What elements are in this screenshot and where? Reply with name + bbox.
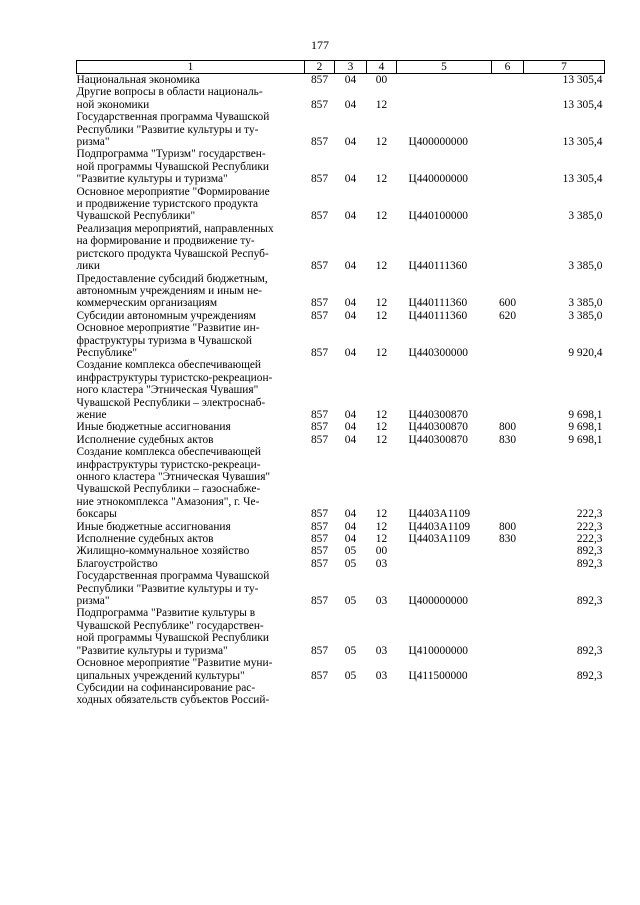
amount [524, 682, 605, 707]
target-article-code: Ц4403A1109 [408, 508, 471, 521]
row-name-line: Основное мероприятие "Развитие ин- [76, 322, 260, 335]
table-row [77, 148, 605, 185]
subsection-code: 12 [375, 408, 388, 421]
expense-type-code [492, 570, 524, 607]
amount: 9 920,4 [568, 346, 603, 359]
section-code: 05 [344, 545, 357, 558]
expense-type-code: 620 [498, 309, 517, 322]
row-name-line: инфраструктуры туристско-рекреаци- [76, 458, 261, 471]
amount: 3 385,0 [568, 210, 603, 223]
expense-type-code [492, 657, 524, 682]
row-name-line: боксары [76, 508, 117, 521]
ministry-code: 857 [310, 136, 329, 149]
row-name [77, 558, 305, 570]
row-name [77, 421, 305, 433]
amount: 13 305,4 [562, 173, 603, 186]
section-code: 04 [344, 421, 357, 434]
row-name-line: Чувашской Республике" государствен- [76, 619, 264, 632]
table-row [77, 322, 605, 359]
expense-type-code [492, 446, 524, 520]
section-code: 04 [344, 533, 357, 546]
subsection-code: 12 [375, 533, 388, 546]
target-article-code: Ц440111360 [408, 297, 468, 310]
ministry-code: 857 [310, 421, 329, 434]
amount: 222,3 [576, 533, 603, 546]
table-row [77, 607, 605, 657]
target-article-code [397, 682, 492, 707]
row-name [77, 434, 305, 446]
row-name-line: Другие вопросы в области националь- [76, 86, 263, 99]
target-article-code [397, 86, 492, 111]
target-article-code: Ц440300000 [408, 346, 468, 359]
row-name-line: "Развитие культуры и туризма" [76, 644, 228, 657]
row-name [77, 359, 305, 421]
table-row [77, 657, 605, 682]
row-name-line: Республики "Развитие культуры и ту- [76, 123, 259, 136]
target-article-code: Ц400000000 [408, 595, 468, 608]
expense-type-code [492, 223, 524, 273]
ministry-code: 857 [310, 557, 329, 570]
amount: 222,3 [576, 508, 603, 521]
ministry-code: 857 [310, 545, 329, 558]
target-article-code: Ц4403A1109 [408, 533, 471, 546]
row-name [77, 521, 305, 533]
section-code: 05 [344, 644, 357, 657]
subsection-code: 00 [375, 74, 388, 86]
row-name-line: онного кластера "Этническая Чувашия" [76, 471, 271, 483]
subsection-code: 12 [375, 309, 388, 322]
subsection-code: 12 [375, 421, 388, 434]
expense-type-code: 830 [498, 533, 517, 546]
row-name-line: ние этнокомплекса "Амазония", г. Че- [76, 495, 260, 508]
section-code: 05 [344, 669, 357, 682]
subsection-code: 12 [375, 173, 388, 186]
row-name [77, 682, 305, 707]
table-row [77, 570, 605, 607]
row-name-line: "Развитие культуры и туризма" [76, 173, 228, 186]
budget-table [76, 60, 605, 707]
section-code: 04 [344, 173, 357, 186]
expense-type-code [492, 682, 524, 707]
ministry-code: 857 [310, 433, 329, 446]
row-name-line: ной программы Чувашской Республики [76, 160, 270, 173]
ministry-code: 857 [310, 297, 329, 310]
ministry-code: 857 [310, 520, 329, 533]
row-name-line: Основное мероприятие "Формирование [76, 185, 270, 198]
amount: 3 385,0 [568, 309, 603, 322]
target-article-code: Ц4403A1109 [408, 520, 471, 533]
ministry-code: 857 [310, 210, 329, 223]
target-article-code: Ц440100000 [408, 210, 468, 223]
row-name-line: Иные бюджетные ассигнования [76, 421, 231, 434]
target-article-code: Ц400000000 [408, 136, 468, 149]
amount: 13 305,4 [562, 98, 603, 111]
target-article-code: Ц440000000 [408, 173, 468, 186]
table-row [77, 86, 605, 111]
row-name-line: Реализация мероприятий, направленных [76, 222, 274, 235]
section-code: 04 [344, 346, 357, 359]
row-name-line: ризма" [76, 595, 110, 608]
amount: 9 698,1 [568, 433, 603, 446]
column-header: 5 [397, 61, 492, 74]
row-name [77, 322, 305, 359]
row-name-line: лики [76, 260, 100, 273]
table-row [77, 74, 605, 87]
expense-type-code [492, 607, 524, 657]
ministry-code: 857 [310, 260, 329, 273]
amount: 3 385,0 [568, 297, 603, 310]
table-row [77, 186, 605, 223]
row-name-line: фраструктуры туризма в Чувашской [76, 334, 253, 347]
subsection-code: 12 [375, 98, 388, 111]
row-name-line: Республике" [76, 346, 137, 359]
expense-type-code [492, 545, 524, 557]
row-name-line: Подпрограмма "Развитие культуры в [76, 607, 256, 620]
row-name [77, 446, 305, 520]
target-article-code: Ц440300870 [408, 421, 468, 434]
amount: 892,3 [576, 595, 603, 608]
section-code: 05 [344, 557, 357, 570]
table-row [77, 545, 605, 557]
column-header: 6 [492, 61, 524, 74]
row-name-line: ходных обязательств субъектов Россий- [76, 694, 270, 707]
ministry-code: 857 [310, 408, 329, 421]
subsection-code: 12 [375, 520, 388, 533]
row-name-line: Создание комплекса обеспечивающей [76, 446, 262, 459]
expense-type-code [492, 558, 524, 570]
ministry-code: 857 [310, 98, 329, 111]
target-article-code: Ц440300870 [408, 433, 468, 446]
table-row [77, 682, 605, 707]
amount: 892,3 [576, 545, 603, 558]
expense-type-code [492, 111, 524, 148]
amount: 9 698,1 [568, 408, 603, 421]
expense-type-code: 800 [498, 520, 517, 533]
subsection-code [367, 682, 397, 707]
section-code: 04 [344, 508, 357, 521]
row-name [77, 86, 305, 111]
row-name [77, 273, 305, 310]
table-row [77, 434, 605, 446]
table-row [77, 273, 605, 310]
expense-type-code [492, 148, 524, 185]
section-code: 04 [344, 260, 357, 273]
expense-type-code [492, 186, 524, 223]
subsection-code: 00 [375, 545, 388, 558]
amount: 222,3 [576, 520, 603, 533]
row-name [77, 111, 305, 148]
row-name-line: на формирование и продвижение ту- [76, 235, 255, 248]
row-name-line: Благоустройство [76, 557, 158, 570]
section-code: 04 [344, 433, 357, 446]
subsection-code: 12 [375, 346, 388, 359]
target-article-code: Ц440111360 [408, 309, 468, 322]
row-name-line: ристского продукта Чувашской Респуб- [76, 247, 269, 260]
section-code: 04 [344, 297, 357, 310]
amount: 892,3 [576, 644, 603, 657]
subsection-code: 03 [375, 669, 388, 682]
amount: 892,3 [576, 557, 603, 570]
expense-type-code [492, 74, 524, 87]
row-name [77, 607, 305, 657]
row-name [77, 148, 305, 185]
table-row [77, 521, 605, 533]
subsection-code: 12 [375, 136, 388, 149]
expense-type-code [492, 322, 524, 359]
section-code [335, 682, 367, 707]
row-name-line: ципальных учреждений культуры" [76, 669, 245, 682]
row-name-line: ного кластера "Этническая Чувашия" [76, 384, 259, 397]
amount: 13 305,4 [562, 74, 603, 86]
ministry-code: 857 [310, 173, 329, 186]
amount: 13 305,4 [562, 136, 603, 149]
target-article-code [397, 74, 492, 87]
table-row [77, 421, 605, 433]
row-name-line: ризма" [76, 136, 110, 149]
column-header: 2 [305, 61, 335, 74]
target-article-code [397, 545, 492, 557]
subsection-code: 12 [375, 508, 388, 521]
row-name-line: Субсидии автономным учреждениям [76, 309, 256, 322]
section-code: 04 [344, 210, 357, 223]
row-name [77, 223, 305, 273]
amount: 3 385,0 [568, 260, 603, 273]
table-row [77, 310, 605, 322]
row-name-line: ной программы Чувашской Республики [76, 632, 270, 645]
row-name-line: Создание комплекса обеспечивающей [76, 359, 262, 372]
section-code: 04 [344, 309, 357, 322]
row-name-line: Государственная программа Чувашской [76, 111, 270, 124]
ministry-code: 857 [310, 309, 329, 322]
table-body [77, 74, 605, 707]
ministry-code: 857 [310, 669, 329, 682]
row-name [77, 533, 305, 545]
ministry-code: 857 [310, 533, 329, 546]
expense-type-code [492, 86, 524, 111]
amount: 892,3 [576, 669, 603, 682]
row-name-line: Иные бюджетные ассигнования [76, 520, 231, 533]
target-article-code: Ц410000000 [408, 644, 468, 657]
target-article-code [397, 558, 492, 570]
section-code: 04 [344, 98, 357, 111]
row-name-line: Исполнение судебных актов [76, 433, 214, 446]
table-row [77, 111, 605, 148]
ministry-code: 857 [310, 644, 329, 657]
table-row [77, 533, 605, 545]
row-name-line: и продвижение туристского продукта [76, 198, 259, 211]
row-name [77, 310, 305, 322]
subsection-code: 03 [375, 595, 388, 608]
ministry-code [305, 682, 335, 707]
row-name [77, 657, 305, 682]
section-code: 05 [344, 595, 357, 608]
row-name [77, 74, 305, 87]
target-article-code: Ц411500000 [408, 669, 468, 682]
expense-type-code: 800 [498, 421, 517, 434]
column-header: 4 [367, 61, 397, 74]
table-header [77, 61, 605, 74]
section-code: 04 [344, 136, 357, 149]
row-name-line: инфраструктуры туристско-рекреацион- [76, 371, 273, 384]
row-name-line: Подпрограмма "Туризм" государствен- [76, 148, 266, 161]
expense-type-code [492, 359, 524, 421]
row-name-line: Жилищно-коммунальное хозяйство [76, 545, 250, 558]
ministry-code: 857 [310, 508, 329, 521]
ministry-code: 857 [310, 346, 329, 359]
column-header: 3 [335, 61, 367, 74]
row-name-line: Государственная программа Чувашской [76, 570, 270, 583]
subsection-code: 12 [375, 433, 388, 446]
subsection-code: 12 [375, 297, 388, 310]
subsection-code: 12 [375, 210, 388, 223]
row-name-line: Основное мероприятие "Развитие муни- [76, 657, 273, 670]
row-name-line: автономным учреждениям и иным не- [76, 284, 262, 297]
expense-type-code: 830 [498, 433, 517, 446]
row-name-line: Предоставление субсидий бюджетным, [76, 272, 268, 285]
column-header: 1 [77, 61, 305, 74]
row-name-line: жение [76, 408, 107, 421]
page-number: 177 [311, 38, 329, 52]
row-name [77, 545, 305, 557]
subsection-code: 03 [375, 557, 388, 570]
row-name-line: Чувашской Республики – газоснабже- [76, 483, 261, 496]
row-name-line: Чувашской Республики" [76, 210, 196, 223]
row-name-line: коммерческим организациям [76, 297, 218, 310]
ministry-code: 857 [310, 74, 329, 86]
column-header: 7 [524, 61, 605, 74]
row-name-line: Чувашской Республики – электроснаб- [76, 396, 266, 409]
table-row [77, 446, 605, 520]
row-name-line: Исполнение судебных актов [76, 533, 214, 546]
row-name-line: Субсидии на софинансирование рас- [76, 681, 256, 694]
row-name-line: ной экономики [76, 98, 150, 111]
target-article-code: Ц440300870 [408, 408, 468, 421]
expense-type-code: 600 [498, 297, 517, 310]
table-row [77, 359, 605, 421]
row-name-line: Республики "Развитие культуры и ту- [76, 582, 259, 595]
amount: 9 698,1 [568, 421, 603, 434]
ministry-code: 857 [310, 595, 329, 608]
row-name-line: Национальная экономика [76, 74, 200, 86]
row-name [77, 186, 305, 223]
target-article-code: Ц440111360 [408, 260, 468, 273]
subsection-code: 12 [375, 260, 388, 273]
subsection-code: 03 [375, 644, 388, 657]
table-row [77, 558, 605, 570]
section-code: 04 [344, 520, 357, 533]
section-code: 04 [344, 408, 357, 421]
table-row [77, 223, 605, 273]
row-name [77, 570, 305, 607]
section-code: 04 [344, 74, 357, 86]
